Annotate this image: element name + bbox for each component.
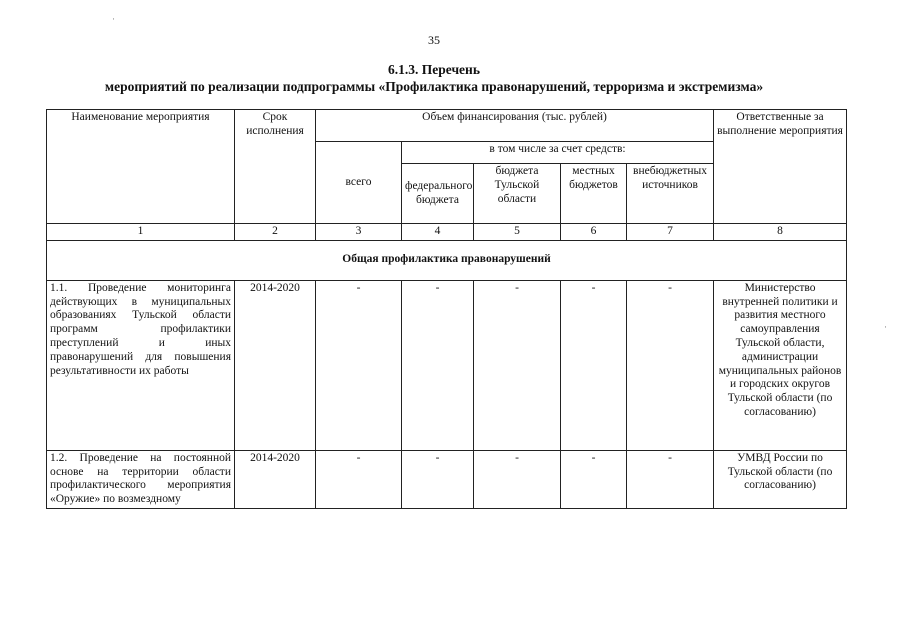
header-regional: бюджета Тульской области [474,164,561,224]
list-subtitle: мероприятий по реализации подпрограммы «Профилактика правонарушений, терроризма и экстремизма» [104,79,764,94]
funding-total: - [316,280,402,450]
funding-federal: - [402,450,474,508]
header-funding: Объем финансирования (тыс. рублей) [316,110,714,142]
funding-regional: - [474,280,561,450]
table-row [47,450,847,508]
funding-federal: - [402,280,474,450]
header-local: местных бюджетов [561,164,627,224]
column-number: 8 [714,224,847,241]
column-number: 4 [402,224,474,241]
activity-name: 1.2. Проведение на постоянной основе на территории области профилактического мероприятия «Оружие» по возмездному [47,450,235,508]
column-number: 6 [561,224,627,241]
activity-name: 1.1. Проведение мониторинга действующих в муниципальных образованиях Тульской области программ профилактики преступлений и иных правонарушений для повышения результативности их работы [47,280,235,450]
activity-responsible: Министерство внутренней политики и развития местного самоуправления Тульской области, администрации муниципальных районов и городских округов Тульской области (по согласованию) [714,280,847,450]
header-total: всего [316,142,402,224]
funding-regional: - [474,450,561,508]
funding-local: - [561,280,627,450]
scan-speck: · [112,14,115,24]
column-number-row [47,224,847,241]
header-name: Наименование мероприятия [47,110,235,224]
column-number: 3 [316,224,402,241]
activity-term: 2014-2020 [235,280,316,450]
list-title: 6.1.3. Перечень [388,62,480,77]
header-row-1 [47,110,847,142]
section-row [47,240,847,280]
funding-extrabudget: - [627,280,714,450]
funding-local: - [561,450,627,508]
page-number: 35 [428,33,440,47]
table-row [47,280,847,450]
scan-speck: · [884,322,887,332]
header-including: в том числе за счет средств: [402,142,714,164]
column-number: 1 [47,224,235,241]
column-number: 2 [235,224,316,241]
header-responsible: Ответственные за выполнение мероприятия [714,110,847,224]
column-number: 7 [627,224,714,241]
activity-responsible: УМВД России по Тульской области (по согласованию) [714,450,847,508]
funding-extrabudget: - [627,450,714,508]
column-number: 5 [474,224,561,241]
activity-term: 2014-2020 [235,450,316,508]
funding-total: - [316,450,402,508]
header-federal: федерального бюджета [402,164,474,224]
header-extrabudget: внебюджетных источников [627,164,714,224]
section-title: Общая профилактика правонарушений [47,240,847,280]
activities-table [46,109,847,509]
header-term: Срок исполнения [235,110,316,224]
